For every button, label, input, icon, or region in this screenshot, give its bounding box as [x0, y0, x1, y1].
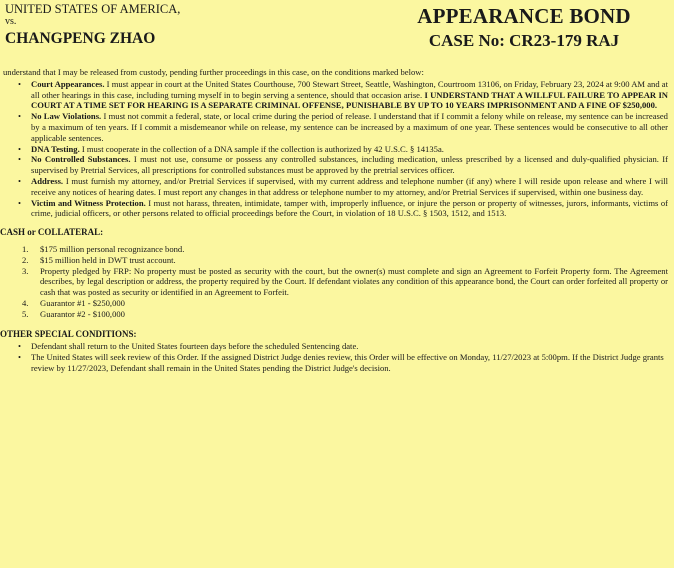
case-caption-parties [5, 2, 180, 48]
item-number: 3. [22, 265, 29, 276]
item-number: 1. [22, 243, 29, 254]
condition-text: I must appear in court at the United States Courthouse, 700 Stewart Street, Seattle, Washington, Courtroom 13106, on Friday, February 23, 2024 at 9:00 AM and at all other hearings in this case, including turning myself in to begin serving a sentence, should that occasion arise. [31, 78, 668, 100]
bullet-icon: • [18, 78, 22, 89]
item-text: $175 million personal recognizance bond. [40, 243, 185, 254]
condition-title: DNA Testing. [31, 143, 80, 154]
condition-title: No Law Violations. [31, 111, 102, 122]
item-number: 5. [22, 308, 29, 319]
bullet-icon: • [18, 111, 22, 122]
condition-title: Court Appearances. [31, 78, 105, 89]
condition-title: Victim and Witness Protection. [31, 197, 146, 208]
bullet-icon: • [18, 154, 22, 165]
condition-text: I must furnish my attorney, and/or Pretrial Services if supervised, with my current address and telephone number (if any) where I will reside upon release and where I will receive any notices of hearing dates. I must report any changes in that address or telephone number to my attorney, and/or Pretrial Services if supervised, within one business day. [31, 175, 668, 197]
list-item [22, 308, 668, 320]
defendant-name: CHANGPENG ZHAO [5, 30, 156, 47]
condition-item [18, 154, 669, 176]
list-item [22, 254, 668, 266]
condition-title: No Controlled Substances. [31, 154, 131, 165]
release-conditions-list [0, 79, 668, 219]
other-conditions-heading: OTHER SPECIAL CONDITIONS: [0, 328, 137, 339]
item-text: Guarantor #1 - $250,000 [40, 297, 125, 308]
case-caption-title [408, 5, 640, 51]
condition-item [18, 78, 668, 111]
bullet-icon: • [18, 352, 22, 363]
item-text: Defendant shall return to the United States fourteen days before the scheduled Sentencing date. [31, 341, 359, 352]
condition-text: I must not use, consume or possess any controlled substances, including medication, unless prescribed by a licensed and duly-qualified physician. If supervised by Pretrial Services, all prescriptions for controlled substances must be approved by the pretrial services officer. [31, 154, 669, 176]
condition-title: Address. [31, 175, 64, 186]
list-item [18, 341, 668, 352]
item-number: 4. [22, 297, 29, 308]
condition-item [18, 197, 668, 220]
intro-paragraph: understand that I may be released from custody, pending further proceedings in this case, on the conditions marked below: [3, 67, 424, 77]
case-number: CASE No: CR23-179 RAJ [428, 31, 620, 50]
condition-item [18, 111, 668, 143]
condition-text: I must cooperate in the collection of a DNA sample if the collection is authorized by 42 U.S.C. § 14135a. [79, 143, 444, 154]
condition-text: I must not commit a federal, state, or local crime during the period of release. I understand that if I commit a felony while on release, my sentence can be increased by a maximum of ten years. If I commit a misdemeanor while on release, my sentence can be increased by a maximum of one year. These sentences would be consecutive to all other applicable sentences. [31, 111, 668, 143]
cash-collateral-heading: CASH or COLLATERAL: [0, 227, 104, 238]
condition-item [18, 143, 668, 155]
bullet-icon: • [18, 197, 22, 208]
bullet-icon: • [18, 143, 22, 154]
item-text: Guarantor #2 - $100,000 [40, 308, 125, 319]
list-item [18, 352, 668, 374]
bond-body [0, 67, 668, 374]
condition-item [18, 175, 668, 198]
condition-text: I must not harass, threaten, intimidate, tamper with, improperly influence, or injure the person or property of witnesses, jurors, informants, victims of crime, judicial officers, or other persons related to official proceedings before the Court, in violation of 18 U.S.C. § 1503, 1512, and 1513. [31, 197, 668, 219]
versus-label: vs. [5, 16, 17, 27]
item-text: $15 million held in DWT trust account. [40, 254, 176, 265]
bullet-icon: • [18, 175, 22, 186]
item-text: The United States will seek review of this Order. If the assigned District Judge denies review, this Order will be effective on Monday, 11/27/2023 at 5:00pm. If the District Judge grants review by 11/27/2023, Defendant shall remain in the United States pending the District Judge's decision. [31, 352, 664, 373]
list-item [22, 297, 668, 309]
list-item [22, 243, 668, 255]
item-number: 2. [22, 254, 29, 265]
bullet-icon: • [18, 341, 22, 352]
cash-collateral-list [0, 244, 668, 320]
document-title: APPEARANCE BOND [417, 4, 631, 28]
item-text: Property pledged by FRP: No property must be posted as security with the court, but the owner(s) must complete and sign an Agreement to Forfeit Property form. The Agreement describes, by legal description or address, the property required by the Court. If defendant violates any condition of this appearance bond, the Court can order forfeited all property or cash that was posted as security or identified in an Agreement to Forfeit. [40, 265, 668, 298]
plaintiff-name: UNITED STATES OF AMERICA, [5, 2, 181, 16]
other-conditions-list [0, 341, 668, 373]
condition-warning: I UNDERSTAND THAT A WILLFUL FAILURE TO APPEAR IN COURT AT A TIME SET FOR HEARING IS A SEPARATE CRIMINAL OFFENSE, PUNISHABLE BY UP TO 10 YEARS IMPRISONMENT AND A FINE OF $250,000. [31, 89, 668, 111]
list-item [22, 265, 668, 298]
